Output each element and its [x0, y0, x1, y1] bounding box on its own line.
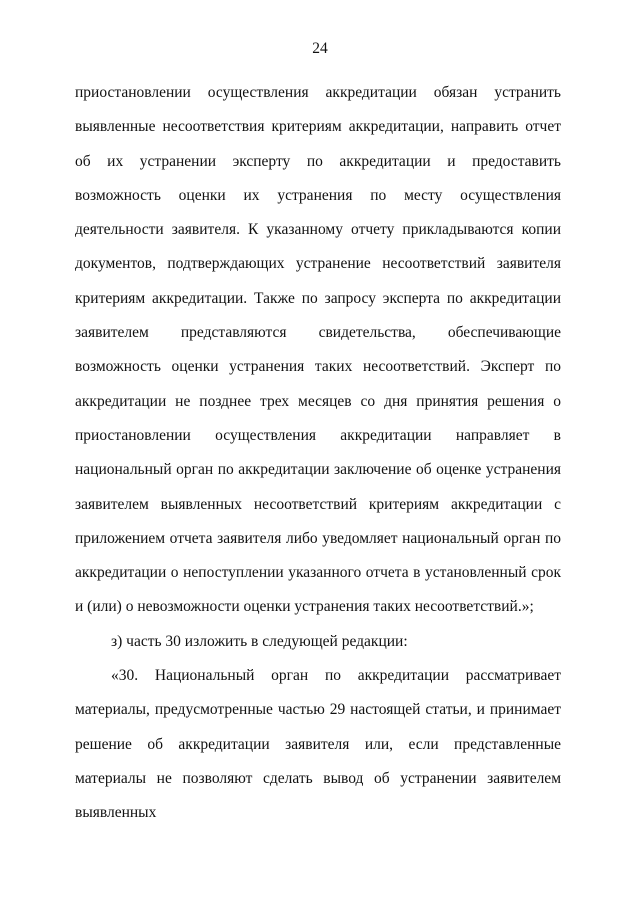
paragraph-part-30: «30. Национальный орган по аккредитации рассматривает материалы, предусмотренные частью 29 настоящей статьи, и принимает решение об аккредитации заявителя или, если представленные материалы не позволяют сделать вывод об устранении заявителем выявленных — [75, 667, 561, 822]
document-body — [75, 76, 561, 831]
paragraph-continuation: приостановлении осуществления аккредитации обязан устранить выявленные несоответствия критериям аккредитации, направить отчет об их устранении эксперту по аккредитации и предоставить возможность оценки их устранения по месту осуществления деятельности заявителя. К указанному отчету прикладываются копии документов, подтверждающих устранение несоответствий заявителя критериям аккредитации. Также по запросу эксперта по аккредитации заявителем представляются свидетельства, обеспечивающие возможность оценки устранения таких несоответствий. Эксперт по аккредитации не позднее трех месяцев со дня принятия решения о приостановлении осуществления аккредитации направляет в национальный орган по аккредитации заключение об оценке устранения заявителем выявленных несоответствий критериям аккредитации с приложением отчета заявителя либо уведомляет национальный орган по аккредитации о непоступлении указанного отчета в установленный срок и (или) о невозможности оценки устранения таких несоответствий.»; — [75, 84, 561, 616]
paragraph-item-z: з) часть 30 изложить в следующей редакции: — [111, 632, 408, 650]
page-number: 24 — [312, 40, 328, 57]
